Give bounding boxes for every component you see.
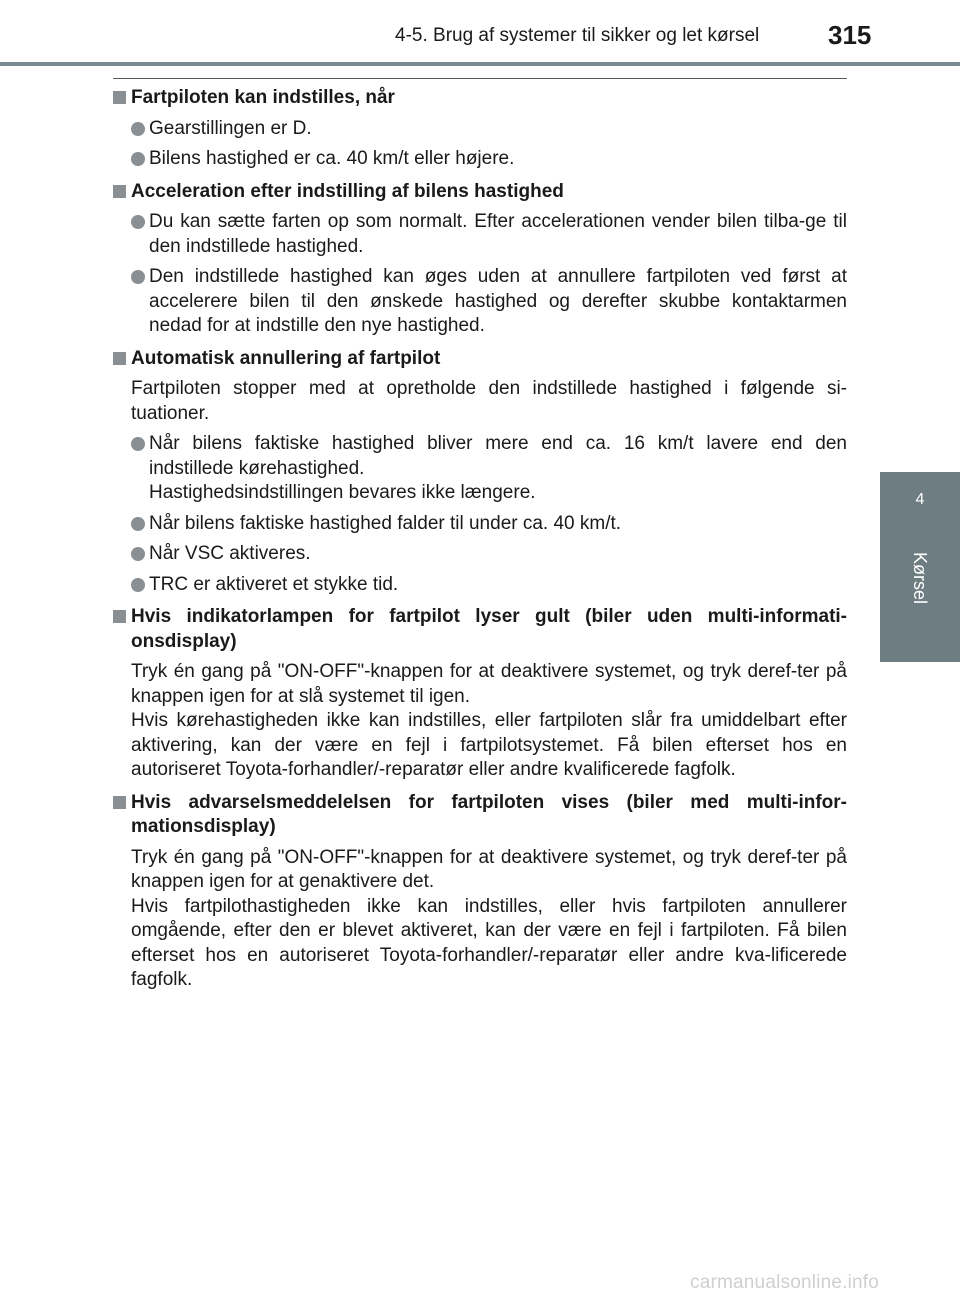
paragraph	[113, 660, 847, 783]
list-item	[113, 432, 847, 506]
list-item	[113, 147, 847, 172]
page-number: 315	[828, 20, 872, 50]
square-bullet-icon	[113, 352, 126, 365]
section-heading	[113, 86, 847, 111]
list-item-text: Du kan sætte farten op som normalt. Efter accelerationen vender bilen tilba-ge til den indstillede hastighed.	[149, 211, 847, 257]
circle-bullet-icon	[131, 578, 145, 592]
heading-text: Fartpiloten kan indstilles, når	[131, 87, 395, 108]
chapter-label: Kørsel	[910, 551, 930, 605]
heading-text: Hvis indikatorlampen for fartpilot lyser gult (biler uden multi-informati-onsdisplay)	[131, 606, 847, 652]
header-rule	[0, 62, 960, 66]
section-heading	[113, 791, 847, 840]
paragraph-line: Hvis fartpilothastigheden ikke kan indstilles, eller hvis fartpiloten annullerer omgående, efter den er blevet aktiveret, kan der være en fejl i fartpiloten. Få bilen efterset hos en autoriseret Toyota-forhandler/-reparatør eller andre kva-lificerede fagfolk.	[131, 895, 847, 990]
square-bullet-icon	[113, 185, 126, 198]
section-heading	[113, 347, 847, 372]
square-bullet-icon	[113, 91, 126, 104]
list-item	[113, 210, 847, 259]
list-item	[113, 542, 847, 567]
paragraph-line: Tryk én gang på "ON-OFF"-knappen for at deaktivere systemet, og tryk deref-ter på knappen igen for at genaktivere det.	[131, 846, 847, 892]
heading-text: Automatisk annullering af fartpilot	[131, 347, 441, 369]
square-bullet-icon	[113, 610, 126, 623]
paragraph: Fartpiloten stopper med at opretholde den indstillede hastighed i følgende si-tuationer.	[131, 378, 847, 424]
heading-text: Hvis advarselsmeddelelsen for fartpiloten vises (biler med multi-infor-mationsdisplay)	[131, 791, 847, 837]
list-item-text: Når bilens faktiske hastighed falder til under ca. 40 km/t.	[149, 512, 622, 534]
paragraph-line: Tryk én gang på "ON-OFF"-knappen for at deaktivere systemet, og tryk deref-ter på knappen igen for at slå systemet til igen.	[131, 661, 847, 707]
circle-bullet-icon	[131, 215, 145, 229]
list-item	[113, 512, 847, 537]
circle-bullet-icon	[131, 517, 145, 531]
watermark: carmanualsonline.info	[690, 1272, 880, 1293]
section-title: 4-5. Brug af systemer til sikker og let kørsel	[395, 25, 760, 46]
square-bullet-icon	[113, 796, 126, 809]
paragraph-line: Hvis kørehastigheden ikke kan indstilles, eller fartpiloten slår fra umiddelbart efter aktivering, kan der være en fejl i fartpilotsystemet. Få bilen efterset hos en autoriseret Toyota-forhandler/-reparatør eller andre kvalificerede fagfolk.	[131, 710, 847, 780]
list-item-text: Når VSC aktiveres.	[149, 543, 311, 564]
list-item-text: Den indstillede hastighed kan øges uden at annullere fartpiloten ved først at accelerere bilen til den ønskede hastighed og derefter skubbe kontaktarmen nedad for at indstille den nye hastighed.	[149, 266, 847, 336]
list-item	[113, 573, 847, 598]
heading-text: Acceleration efter indstilling af bilens hastighed	[131, 180, 564, 202]
list-item-text: Gearstillingen er D.	[149, 117, 312, 139]
circle-bullet-icon	[131, 152, 145, 166]
list-item	[113, 265, 847, 339]
paragraph	[113, 846, 847, 993]
section-heading	[113, 180, 847, 205]
list-item-note: Hastighedsindstillingen bevares ikke længere.	[149, 482, 536, 503]
list-item-text: TRC er aktiveret et stykke tid.	[149, 573, 399, 595]
page-content	[113, 86, 847, 993]
circle-bullet-icon	[131, 437, 145, 451]
circle-bullet-icon	[131, 122, 145, 136]
circle-bullet-icon	[131, 547, 145, 561]
chapter-number: 4	[915, 491, 925, 508]
list-item-text: Når bilens faktiske hastighed bliver mere end ca. 16 km/t lavere end den indstillede kørehastighed.	[149, 433, 847, 479]
circle-bullet-icon	[131, 270, 145, 284]
list-item	[113, 117, 847, 142]
section-heading	[113, 605, 847, 654]
content-divider	[113, 78, 847, 79]
list-item-text: Bilens hastighed er ca. 40 km/t eller højere.	[149, 148, 515, 169]
